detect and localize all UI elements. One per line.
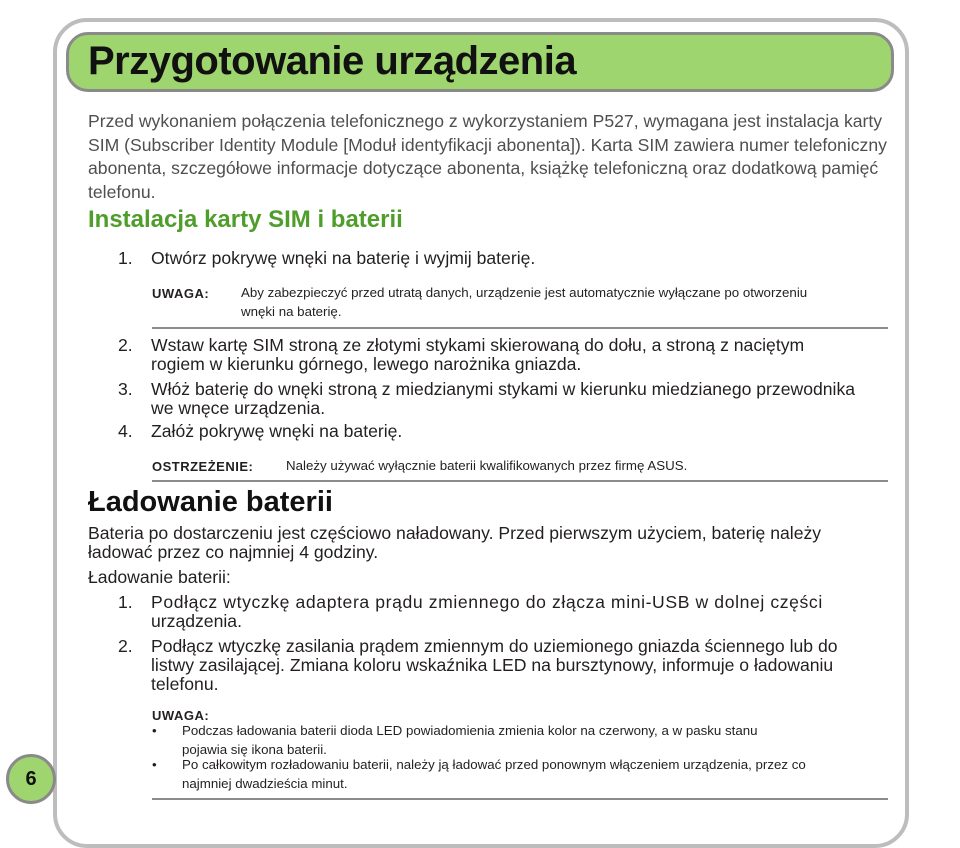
intro-paragraph: Przed wykonaniem połączenia telefonicznego z wykorzystaniem P527, wymagana jest instalacja karty SIM (Subscriber Identity Module [Moduł identyfikacji abonenta]). Karta SIM zawiera numer telefoniczny abonenta, szczegółowe informacje dotyczące abonenta, książkę telefoniczną oraz dodatkową pamięć telefonu. (88, 111, 887, 202)
step-text-line1: Podłącz wtyczkę zasilania prądem zmiennym do uziemionego gniazda ściennego lub do (151, 636, 838, 656)
charging-section-heading: Ładowanie baterii (88, 486, 333, 518)
step-text-line2: we wnęce urządzenia. (151, 398, 326, 418)
step-number: 4. (118, 421, 133, 441)
bullet-text-line1: Podczas ładowania baterii dioda LED powiadomienia zmienia kolor na czerwony, a w pasku stanu (182, 723, 758, 738)
warning-divider (152, 480, 888, 482)
step-text-line2: rogiem w kierunku górnego, lewego narożnika gniazda. (151, 354, 582, 374)
warning-label: OSTRZEŻENIE: (152, 459, 254, 474)
warning-text: Należy używać wyłącznie baterii kwalifikowanych przez firmę ASUS. (286, 458, 688, 473)
charging-note-label: UWAGA: (152, 708, 210, 723)
step-text-line3: telefonu. (151, 674, 219, 694)
bullet-dot: • (152, 723, 157, 738)
step-number: 3. (118, 379, 133, 399)
step-number: 2. (118, 335, 133, 355)
step-text: Załóż pokrywę wnęki na baterię. (151, 421, 403, 441)
bullet-text-line2: pojawia się ikona baterii. (182, 742, 327, 757)
step-number: 1. (118, 592, 133, 612)
charging-intro: Ładowanie baterii: (88, 567, 231, 587)
step-text-line1: Wstaw kartę SIM stroną ze złotymi stykami skierowaną do dołu, a stroną z naciętym (151, 335, 805, 355)
page-title: Przygotowanie urządzenia (88, 39, 577, 83)
charging-note-divider (152, 798, 888, 800)
step-text-line2: urządzenia. (151, 611, 242, 631)
step-text-line1: Włóż baterię do wnęki stroną z miedzianymi stykami w kierunku miedzianego przewodnika (151, 379, 856, 399)
bullet-text-line1: Po całkowitym rozładowaniu baterii, należy ją ładować przed ponownym włączeniem urządzenia, przez co (182, 757, 806, 772)
sim-section-heading: Instalacja karty SIM i baterii (88, 206, 403, 233)
page-number: 6 (6, 754, 56, 804)
step-text-line2: listwy zasilającej. Zmiana koloru wskaźnika LED na bursztynowy, informuje o ładowaniu (151, 655, 834, 675)
note-text-line2: wnęki na baterię. (241, 304, 342, 319)
step-number: 1. (118, 248, 133, 268)
bullet-text-line2: najmniej dwadzieścia minut. (182, 776, 348, 791)
step-text: Otwórz pokrywę wnęki na baterię i wyjmij baterię. (151, 248, 536, 268)
note-text-line1: Aby zabezpieczyć przed utratą danych, urządzenie jest automatycznie wyłączane po otworzeniu (241, 285, 808, 300)
bullet-dot: • (152, 757, 157, 772)
step-number: 2. (118, 636, 133, 656)
note-label: UWAGA: (152, 286, 210, 301)
note-divider (152, 327, 888, 329)
step-text-line1: Podłącz wtyczkę adaptera prądu zmiennego do złącza mini-USB w dolnej części (151, 592, 823, 612)
charging-para-line2: ładować przez co najmniej 4 godziny. (88, 542, 379, 562)
charging-para-line1: Bateria po dostarczeniu jest częściowo naładowany. Przed pierwszym użyciem, baterię należy (88, 523, 822, 543)
